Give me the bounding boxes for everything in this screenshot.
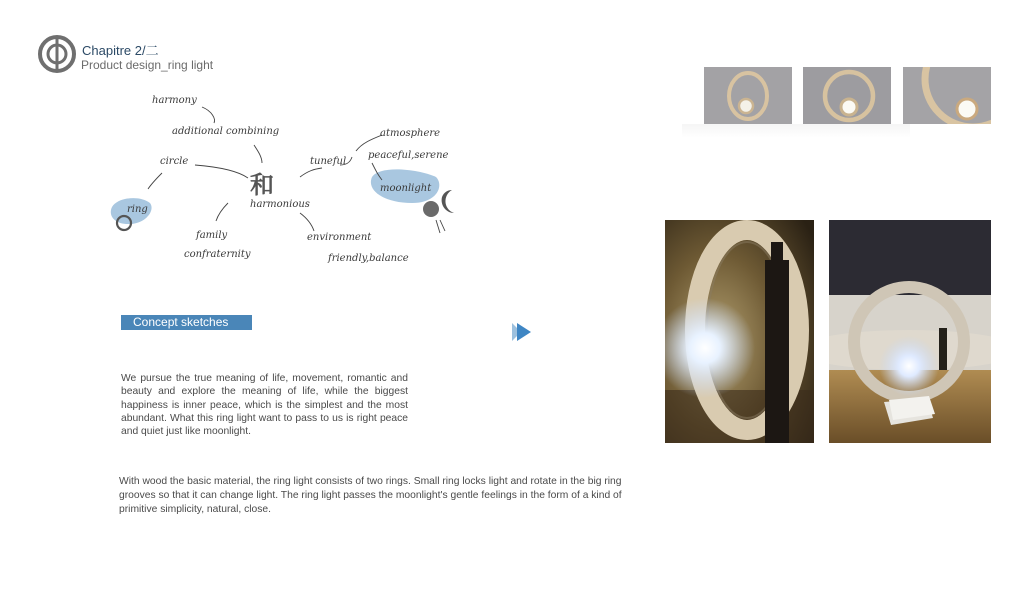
word-additional-combining: additional combining	[172, 126, 280, 137]
ring-light-thumbnail-3	[903, 67, 991, 124]
thumbnail-shadow	[682, 124, 910, 138]
center-character: 和	[250, 170, 274, 199]
word-environment: environment	[307, 232, 372, 243]
ring-light-thumbnail-2	[803, 67, 891, 124]
next-arrow-icon	[512, 323, 532, 341]
chapter-logo-icon	[38, 35, 76, 73]
moon-disc-icon	[423, 201, 439, 217]
concept-sketches-label: Concept sketches	[121, 315, 252, 330]
word-atmosphere: atmosphere	[380, 128, 441, 139]
material-paragraph: With wood the basic material, the ring light consists of two rings. Small ring locks light and rotate in the big ring grooves so that it can change light. The ring light passes the moonlight's gentle feelings in the form of a kind of primitive simplicity, natural, close.	[119, 476, 622, 515]
ring-light-photo-lit	[665, 220, 814, 443]
crescent-moon-icon	[442, 190, 454, 213]
word-circle: circle	[160, 156, 189, 167]
word-ring: ring	[127, 204, 148, 215]
chapter-title: Chapitre 2/二	[82, 43, 159, 58]
ring-light-photo-desk	[829, 220, 991, 443]
word-moonlight: moonlight	[380, 183, 432, 194]
ring-light-thumbnail-1	[704, 67, 792, 124]
concept-paragraph: We pursue the true meaning of life, movement, romantic and beauty and explore the meaning of life, while the biggest happiness is inner peace, which is the simplest and the most abundant. What this ring light want to pass to us is right peace and quiet just like moonlight.	[121, 373, 408, 438]
word-friendly-balance: friendly,balance	[328, 253, 409, 264]
concept-mindmap	[100, 85, 480, 275]
word-peaceful-serene: peaceful,serene	[368, 150, 449, 161]
word-harmonious: harmonious	[250, 199, 310, 210]
word-family: family	[196, 230, 228, 241]
word-harmony: harmony	[152, 95, 197, 106]
chapter-subtitle: Product design_ring light	[81, 58, 214, 72]
word-confraternity: confraternity	[184, 249, 251, 260]
word-tuneful: tuneful	[310, 156, 347, 167]
